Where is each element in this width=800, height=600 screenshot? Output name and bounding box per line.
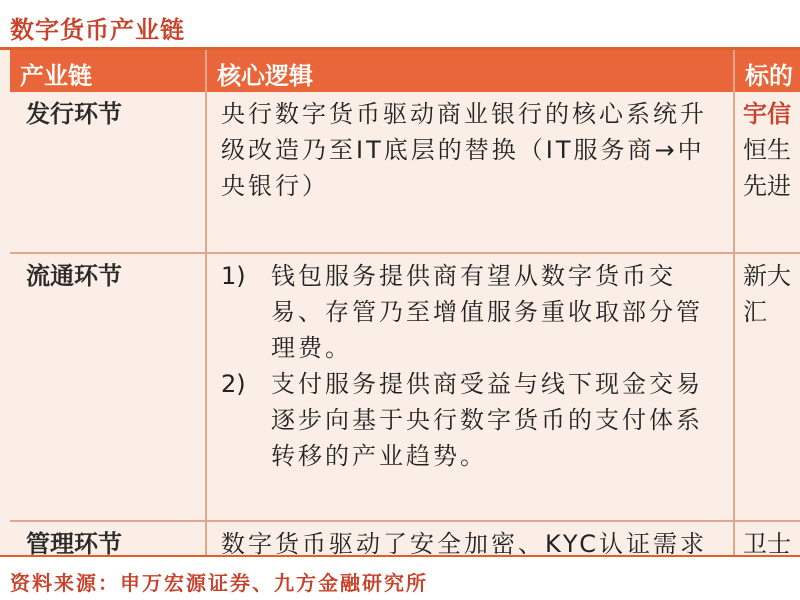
targets-cell bbox=[735, 92, 800, 208]
logic-cell: 数字货币驱动了安全加密、KYC认证需求 bbox=[221, 530, 707, 555]
point-text: 钱包服务提供商有望从数字货币交易、存管乃至增值服务重收取部分管理费。 bbox=[271, 262, 703, 362]
targets-cell bbox=[735, 522, 800, 555]
stage-cell: 管理环节 bbox=[26, 530, 122, 555]
target-item: 先进 bbox=[743, 172, 791, 200]
page-title: 数字货币产业链 bbox=[10, 16, 185, 44]
source-footer bbox=[0, 555, 800, 600]
column-divider bbox=[205, 50, 207, 555]
logic-point bbox=[221, 258, 719, 366]
industry-chain-table bbox=[10, 50, 800, 555]
header-targets: 标的 bbox=[735, 50, 800, 92]
header-industry-chain: 产业链 bbox=[10, 50, 205, 92]
header-core-logic: 核心逻辑 bbox=[207, 50, 733, 92]
logic-point bbox=[221, 366, 719, 474]
table-row bbox=[10, 254, 800, 520]
logic-cell: 央行数字货币驱动商业银行的核心系统升级改造乃至IT底层的替换（IT服务商→中央银行） bbox=[221, 100, 707, 200]
targets-cell bbox=[735, 254, 800, 334]
logic-point-list bbox=[221, 258, 719, 474]
target-item: 卫士 bbox=[743, 530, 791, 555]
target-item: 恒生 bbox=[743, 136, 791, 164]
point-text: 支付服务提供商受益与线下现金交易逐步向基于央行数字货币的支付体系转移的产业趋势。 bbox=[271, 370, 703, 470]
table-row bbox=[10, 522, 800, 555]
column-divider bbox=[733, 50, 735, 555]
target-item: 汇 bbox=[743, 298, 767, 326]
table-row bbox=[10, 92, 800, 252]
logic-cell bbox=[205, 254, 735, 478]
stage-cell: 发行环节 bbox=[26, 100, 122, 128]
target-item: 宇信 bbox=[743, 100, 791, 128]
point-number: 1) bbox=[221, 262, 246, 290]
title-bar bbox=[0, 0, 800, 50]
stage-cell: 流通环节 bbox=[26, 262, 122, 290]
source-note: 资料来源：申万宏源证券、九方金融研究所 bbox=[10, 571, 428, 595]
point-number: 2) bbox=[221, 370, 246, 398]
target-item: 新大 bbox=[743, 262, 791, 290]
